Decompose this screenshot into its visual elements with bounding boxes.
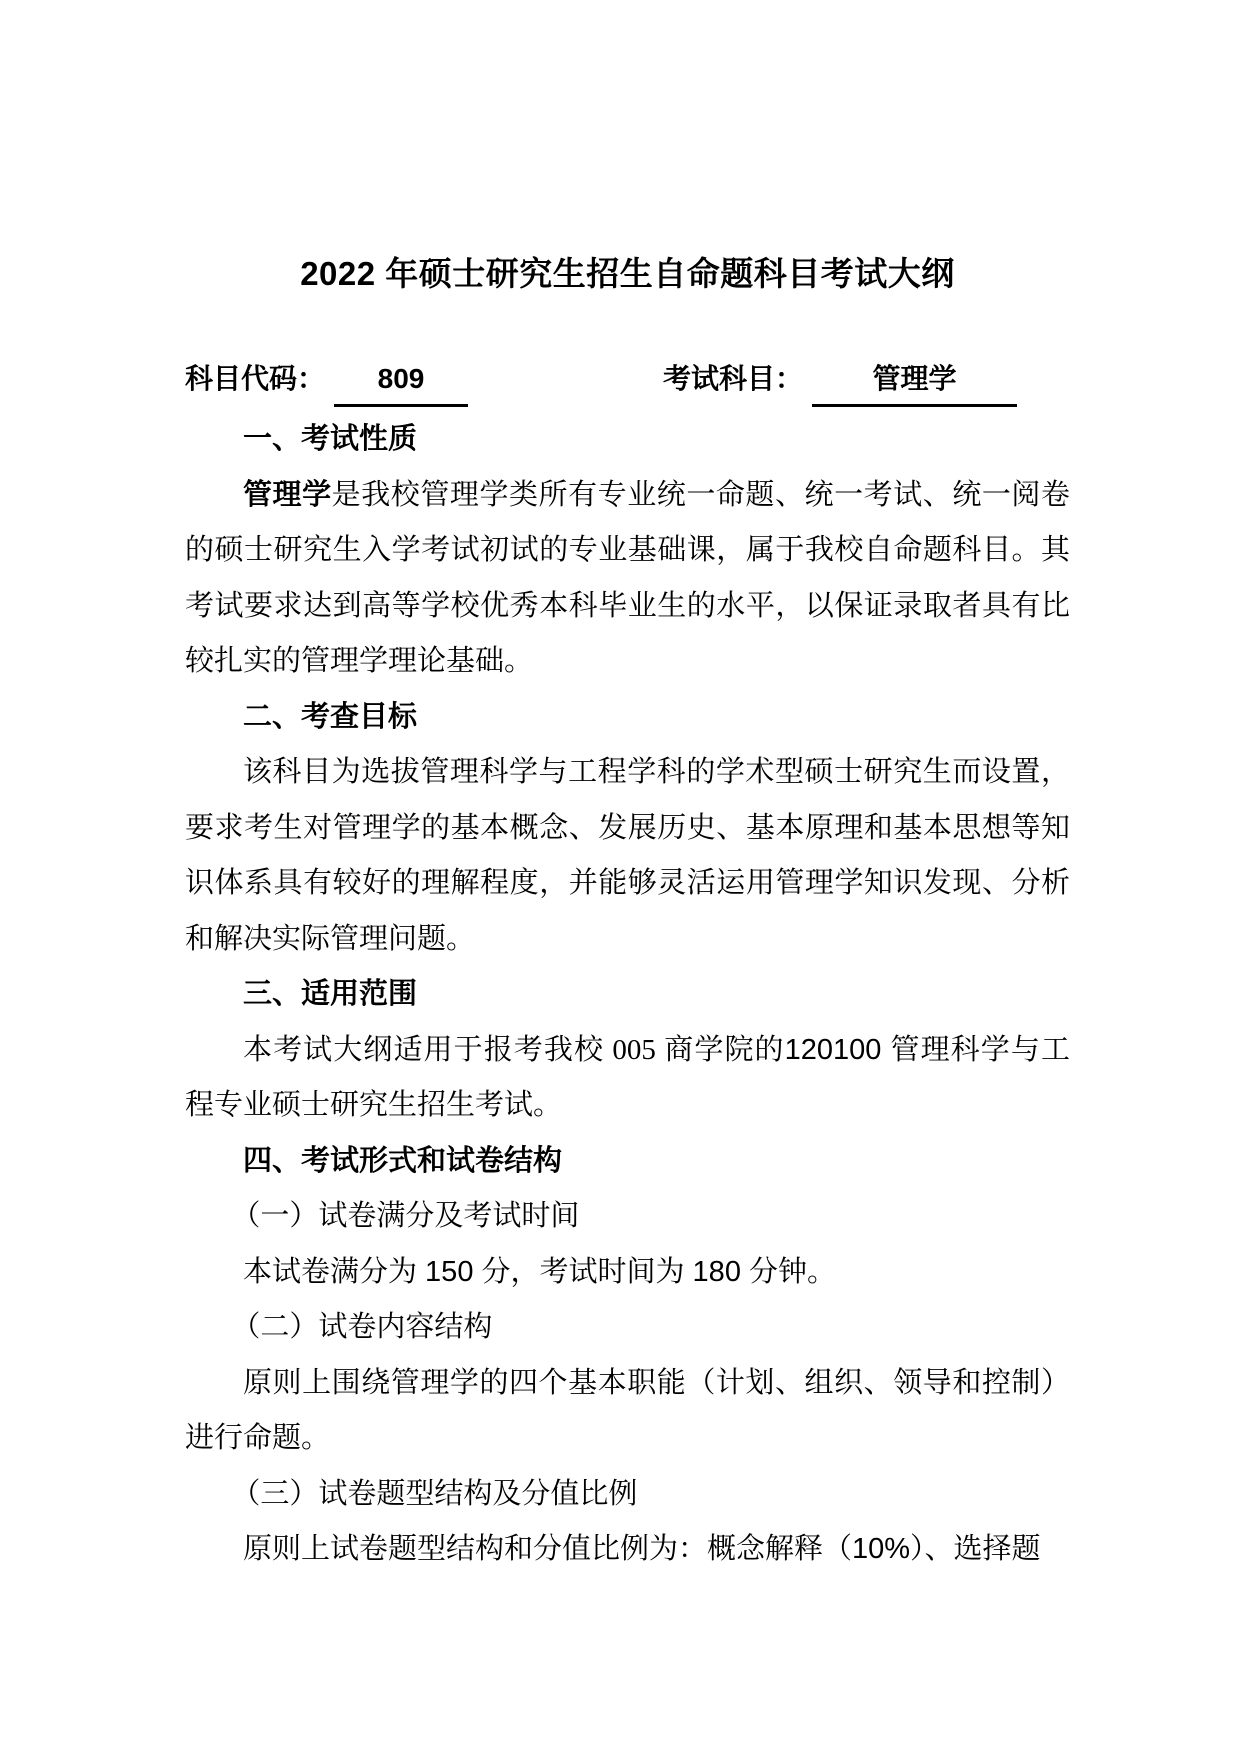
paragraph (185, 1522, 1070, 1578)
document-content (185, 0, 1070, 1578)
section-heading: 二、考查目标 (243, 700, 418, 733)
paragraph (185, 1245, 1070, 1301)
subject-code-value: 809 (334, 357, 468, 407)
text-segment: 120100 管理科学与工程专业硕士 (185, 1033, 1070, 1121)
subsection-heading (185, 1189, 1070, 1245)
document-body (185, 412, 1070, 1578)
section-heading: 四、考试形式和试卷结构 (243, 1144, 563, 1177)
subject-code-label: 科目代码： (185, 363, 326, 394)
text-segment: 原则上试卷题型结构和分值比例为：概念解释（10%）、选择题 (243, 1533, 1041, 1565)
text-segment: （三）试卷题型结构及分值比例 (231, 1477, 638, 1510)
paragraph (185, 1023, 1070, 1134)
text-segment: 我校 005 商学院的 (543, 1033, 785, 1066)
paragraph (185, 745, 1070, 967)
text-segment: （二）试卷内容结构 (231, 1311, 493, 1343)
section-heading: 一、考试性质 (243, 423, 418, 455)
subsection-heading (185, 1467, 1070, 1523)
section-heading: 三、适用范围 (243, 978, 418, 1010)
subsection-heading (185, 1300, 1070, 1356)
text-segment: 管理学 (243, 478, 332, 511)
text-segment: 原则上围绕管理学的四个基本职能（计划、组织、领导和控制）进行命题。 (185, 1366, 1070, 1454)
subject-meta-row (185, 357, 1070, 407)
paragraph (185, 1356, 1070, 1467)
paragraph (185, 468, 1070, 690)
text-segment: 研究生招生考试。 (330, 1089, 563, 1121)
text-segment: 是我校管理学类所有专业统一命题、统一考试、统一阅卷的硕士研究生入学考试初试的专业基础课，属于我校自命题科目。其考试要求达到高等学校优秀本科毕业生的水平，以保证录取者具有比较扎实的管理学理论基础。 (185, 478, 1070, 677)
exam-subject-label: 考试科目： (663, 363, 804, 394)
text-segment: 该科目为选拔管理科学与工程学科的学术型硕士研究生而设置，要求考生对管理学的基本概念、发展历史、基本原理和基本思想等知识体系具有较好的理解程度，并能够灵活运用管理学知识发现、分析和解决实际管理问题。 (185, 756, 1070, 955)
text-segment: 本试卷满分为 150 分，考试时间为 180 分钟。 (243, 1255, 836, 1288)
text-segment: 本考试大纲适用于报考 (243, 1033, 544, 1066)
exam-subject-value: 管理学 (812, 357, 1017, 407)
document-title: 2022 年硕士研究生招生自命题科目考试大纲 (300, 255, 955, 292)
text-segment: （一）试卷满分及考试时间 (231, 1200, 580, 1232)
